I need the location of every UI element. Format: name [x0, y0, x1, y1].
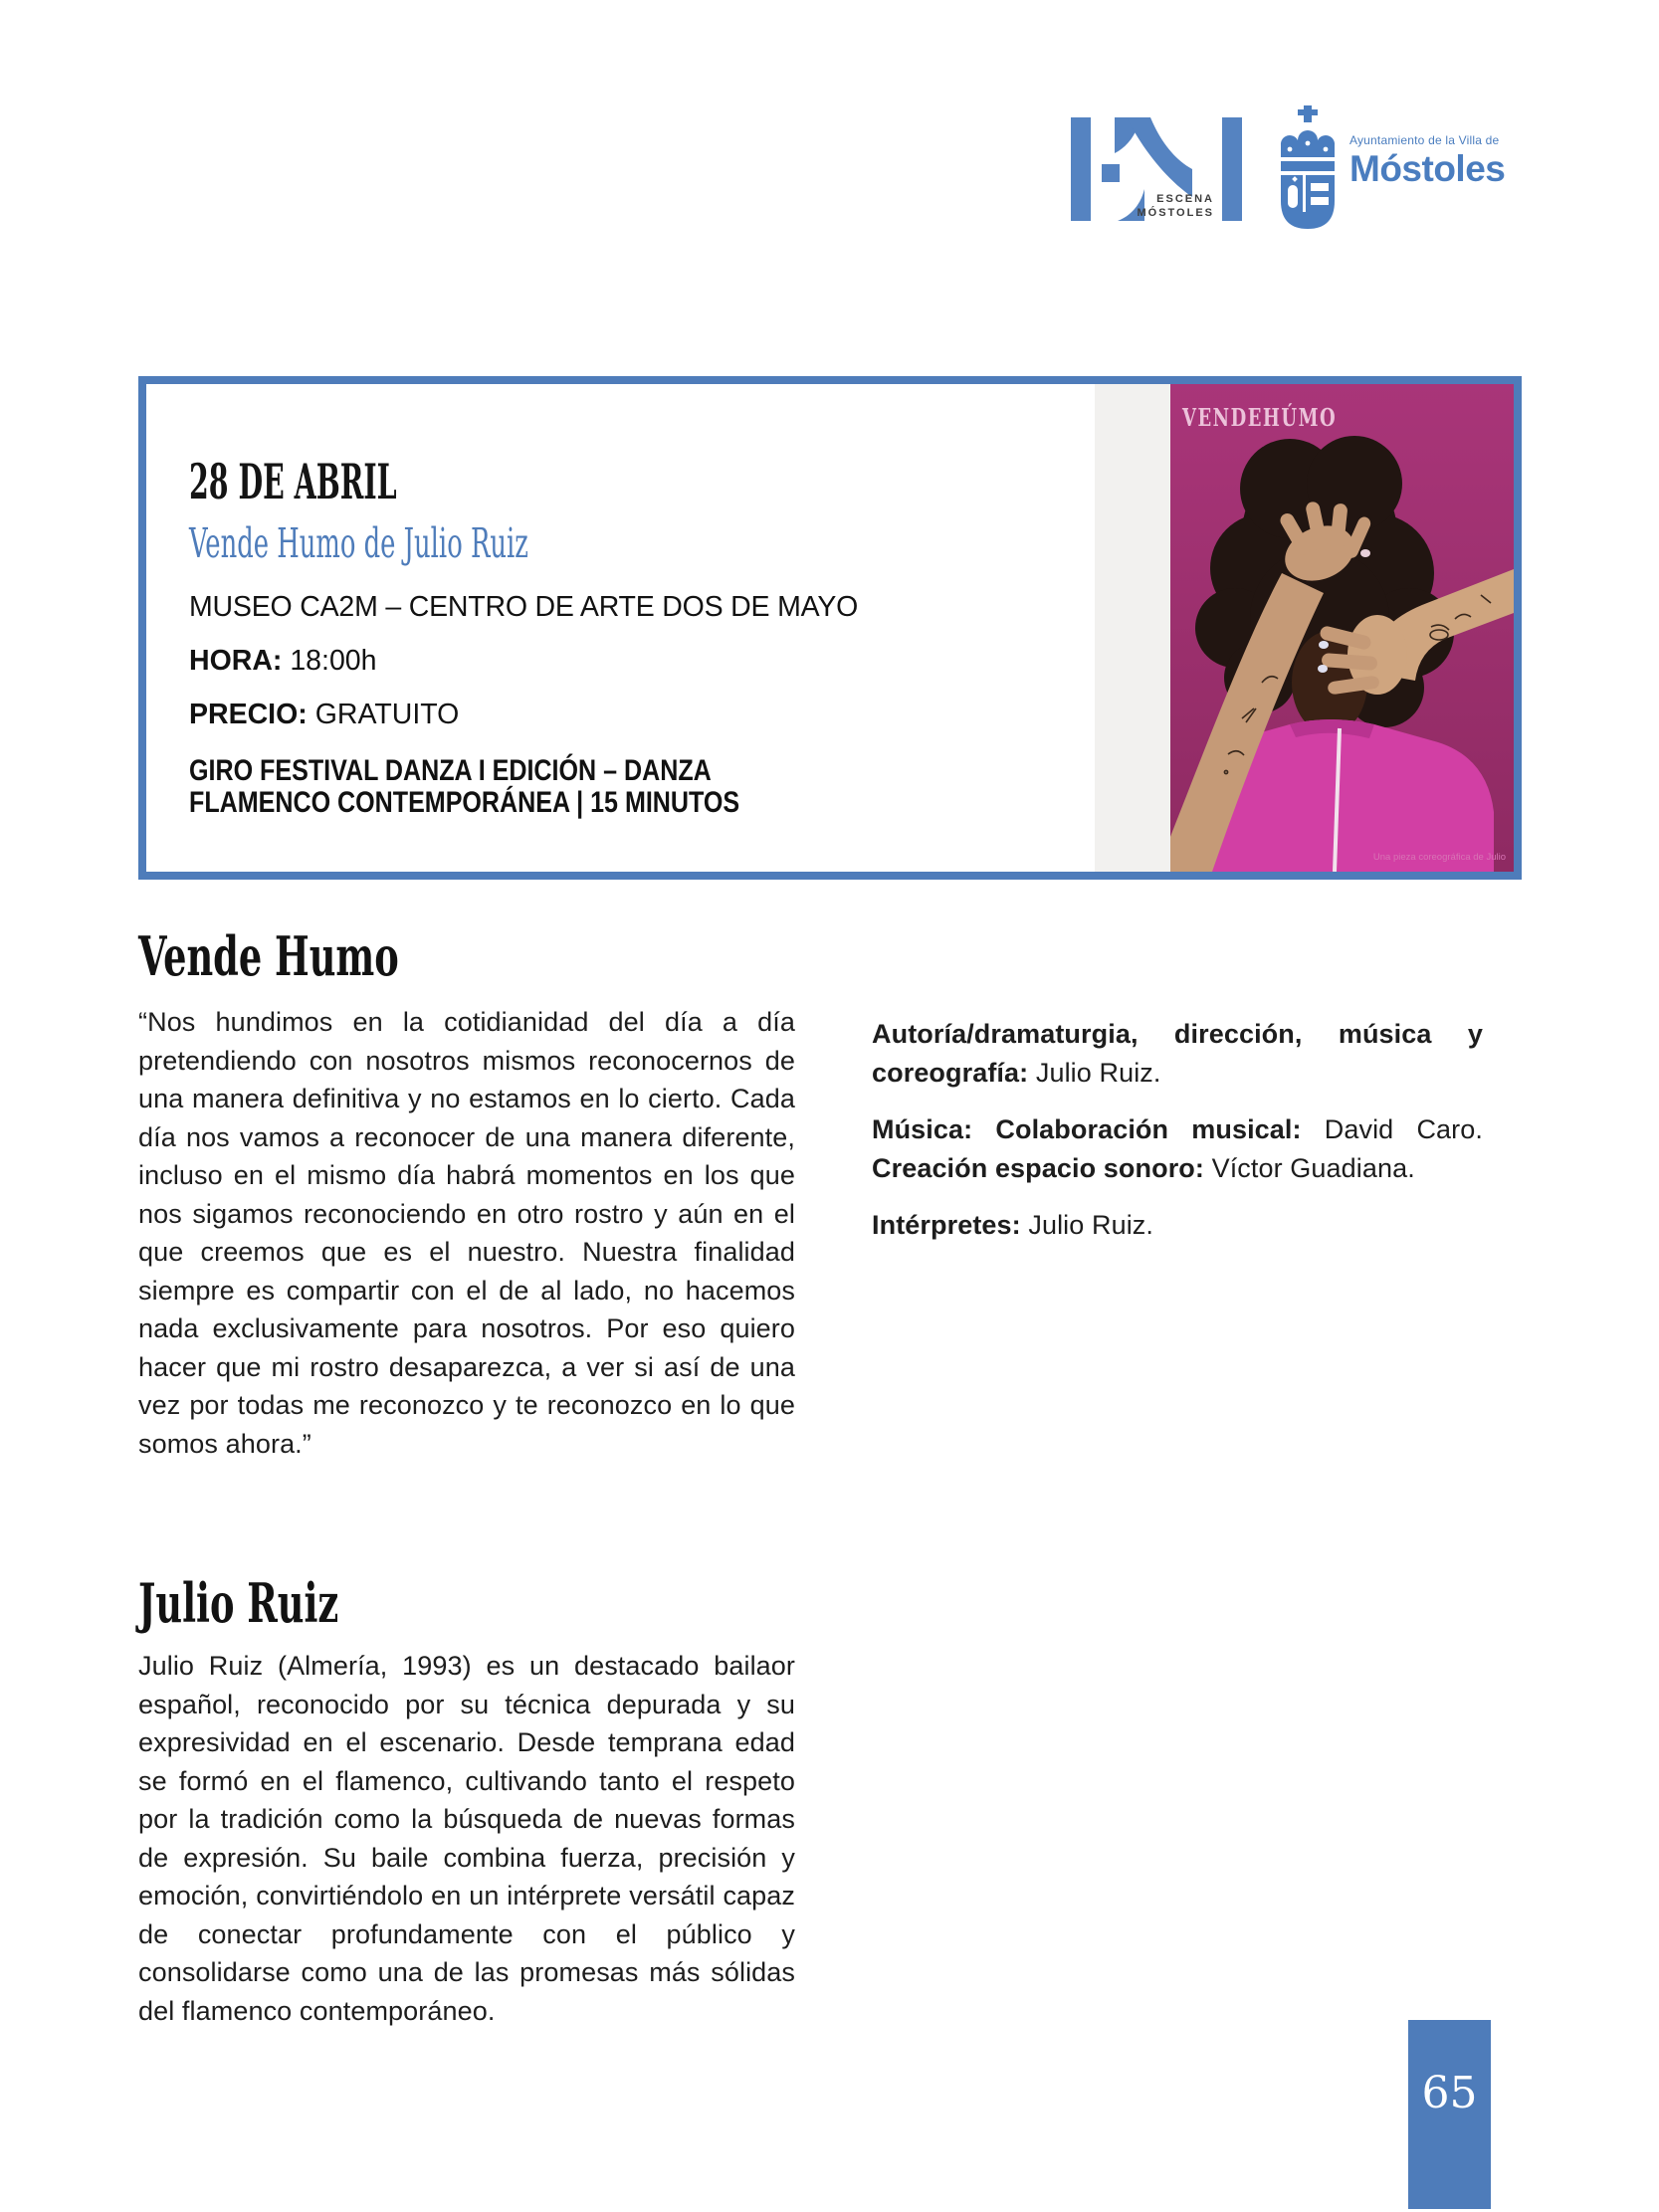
city-logo-tagline: Ayuntamiento de la Villa de: [1349, 133, 1500, 147]
escena-mostoles-logo: [1071, 117, 1242, 221]
city-logo-text: [1349, 133, 1505, 190]
event-price-value: GRATUITO: [314, 699, 460, 730]
event-time-value: 18:00h: [290, 645, 377, 677]
event-festival-line1: GIRO FESTIVAL DANZA I EDICIÓN – DANZA: [189, 754, 712, 787]
city-logo-name: Móstoles: [1349, 148, 1506, 189]
event-card: [138, 376, 1522, 880]
poster-photo: [1170, 384, 1514, 872]
ayuntamiento-mostoles-logo: [1272, 103, 1506, 238]
poster-image: [1170, 384, 1514, 872]
shield-icon: [1277, 105, 1339, 235]
event-title: Vende Humo de Julio Ruiz: [189, 519, 528, 567]
credits-column: [872, 1015, 1483, 1264]
event-time: [189, 645, 1065, 678]
poster-block: [1095, 384, 1514, 872]
event-price-label: PRECIO:: [189, 699, 308, 730]
event-festival-line2: FLAMENCO CONTEMPORÁNEA | 15 MINUTOS: [189, 786, 740, 819]
em-logo-line1: ESCENA: [1156, 193, 1214, 205]
event-date: 28 DE ABRIL: [189, 453, 397, 510]
artist-bio: Julio Ruiz (Almería, 1993) es un destacado bailaor español, reconocido por su técnica depurada y su expresividad en el escenario. Desde temprana edad se formó en el flamenco, cultivando tanto el respeto por la tradición como la búsqueda de nuevas formas de expresión. Su baile combina fuerza, precisión y emoción, convirtiéndolo en un intérprete versátil capaz de conectar profundamente con el público y consolidarse como una de las promesas más sólidas del flamenco contemporáneo.: [138, 1651, 795, 2026]
credit-music: Música: Colaboración musical: David Caro. Creación espacio sonoro: Víctor Guadiana.: [872, 1114, 1483, 1183]
em-logo-line2: MÓSTOLES: [1137, 207, 1214, 219]
event-festival: [189, 755, 933, 819]
credit-authorship: Autoría/dramaturgia, dirección, música y coreografía: Julio Ruiz.: [872, 1019, 1483, 1088]
event-time-label: HORA:: [189, 645, 283, 677]
em-logo-text: [1137, 192, 1214, 220]
show-description: “Nos hundimos en la cotidianidad del día a día pretendiendo con nosotros mismos reconocernos de una manera definitiva y no estamos en lo cierto. Cada día nos vamos a reconocer de una manera diferente, incluso en el mismo día habrá momentos en los que nos sigamos reconociendo en otro rostro y aún en el que creemos que es el nuestro. Nuestra finalidad siempre es compartir con el de al lado, no hacemos nada exclusivamente para nosotros. Por eso quiero hacer que mi rostro desaparezca, a ver si así de una vez por todas me reconozco y te reconozco en lo que somos ahora.”: [138, 1007, 795, 1459]
poster-gray-strip: [1095, 384, 1170, 872]
event-price: [189, 699, 1065, 731]
credit-performers: Intérpretes: Julio Ruiz.: [872, 1210, 1153, 1240]
page-number-tab: [1408, 2020, 1491, 2209]
event-venue: MUSEO CA2M – CENTRO DE ARTE DOS DE MAYO: [189, 591, 859, 623]
artist-heading: Julio Ruiz: [138, 1571, 339, 1635]
page-number: 65: [1421, 2068, 1478, 2118]
event-card-details: [189, 454, 1065, 819]
poster-title: VENDEHÚMO: [1182, 404, 1338, 433]
poster-caption: Una pieza coreográfica de Julio: [1372, 852, 1506, 863]
show-heading: Vende Humo: [138, 924, 399, 988]
